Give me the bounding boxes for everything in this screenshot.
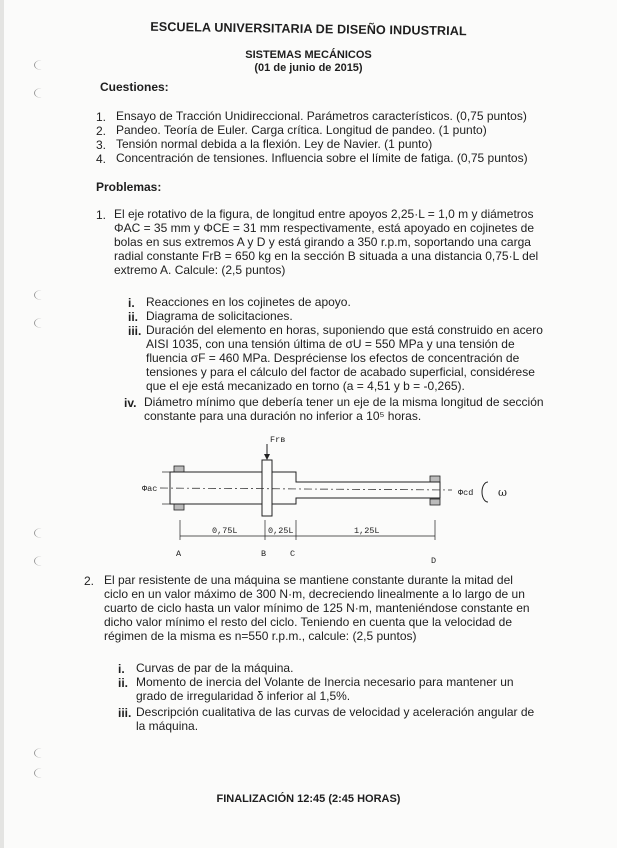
point-b-label: B: [261, 549, 267, 559]
point-d-label: D: [431, 556, 437, 566]
cuestion-text: Concentración de tensiones. Influencia sobre el límite de fatiga. (0,75 puntos): [116, 151, 528, 165]
page-edge: [0, 0, 4, 848]
sub-number: iii.: [128, 324, 142, 338]
sub-number: i.: [118, 662, 125, 676]
sub-line: constante para una duración no inferior a 10⁵ horas.: [144, 409, 422, 423]
center-line: [160, 488, 452, 490]
sub-line: la máquina.: [136, 719, 199, 733]
problem-line: El par resistente de una máquina se mantiene constante durante la mitad del: [104, 573, 513, 587]
problem-line: cuarto de ciclo hasta un valor mínimo de 125 N·m, manteniéndose constante en: [104, 601, 530, 615]
bearing-a-bottom: [174, 504, 184, 510]
cuestiones-heading: Cuestiones:: [100, 80, 169, 94]
sub-line: grado de irregularidad δ inferior al 1,5%.: [136, 689, 351, 703]
bearing-a-top: [174, 466, 184, 472]
problemas-heading: Problemas:: [96, 180, 162, 194]
sub-line: Curvas de par de la máquina.: [136, 661, 294, 675]
sub-line: Reacciones en los cojinetes de apoyo.: [146, 295, 351, 309]
dim-ab-label: 0,75L: [212, 526, 238, 536]
dim-bc-label: 0,25L: [268, 526, 294, 536]
school-title: ESCUELA UNIVERSITARIA DE DISEÑO INDUSTRIAL: [150, 19, 467, 39]
sub-line: Duración del elemento en horas, suponiendo que está construido en acero: [146, 323, 543, 337]
sub-number: ii.: [118, 676, 129, 690]
problem-number: 1.: [96, 208, 107, 222]
sub-number: i.: [128, 296, 135, 310]
rotation-arc: [482, 482, 488, 502]
sub-number: iv.: [124, 396, 137, 410]
cuestion-number: 2.: [96, 124, 107, 138]
cuestion-number: 1.: [96, 110, 107, 124]
problem-line: dicho valor mínimo el resto del ciclo. Teniendo en cuenta que la velocidad de: [104, 615, 513, 629]
phi-cd-label: Φcd: [458, 488, 474, 498]
sub-line: Descripción cualitativa de las curvas de velocidad y aceleración angular de: [136, 705, 535, 719]
cuestion-text: Ensayo de Tracción Unidireccional. Parámetros característicos. (0,75 puntos): [116, 109, 527, 123]
bearing-d-top: [430, 476, 440, 482]
cuestion-text: Pandeo. Teoría de Euler. Carga crítica. Longitud de pandeo. (1 punto): [116, 123, 487, 137]
cuestion-text: Tensión normal debida a la flexión. Ley de Navier. (1 punto): [116, 137, 433, 151]
force-label: Frв: [270, 436, 286, 445]
point-a-label: A: [176, 549, 182, 559]
phi-ac-label: Φac: [142, 484, 158, 494]
sub-line: tensiones y para el cálculo del factor de acabado superficial, considérese: [146, 365, 535, 379]
exam-footer: FINALIZACIÓN 12:45 (2:45 HORAS): [216, 793, 401, 805]
exam-date: (01 de junio de 2015): [254, 62, 363, 74]
sub-line: AISI 1035, con una tensión última de σU = 550 MPa y una tensión de: [146, 337, 515, 351]
sub-line: Diámetro mínimo que debería tener un eje de la misma longitud de sección: [144, 395, 544, 409]
problem-line: ΦAC = 35 mm y ΦCE = 31 mm respectivamente, está apoyado en cojinetes de: [114, 221, 535, 235]
point-c-label: C: [290, 549, 296, 559]
bearing-d-bottom: [430, 499, 440, 505]
problem-line: El eje rotativo de la figura, de longitud entre apoyos 2,25·L = 1,0 m y diámetros: [114, 207, 534, 221]
pulley-b: [262, 460, 272, 516]
sub-number: iii.: [118, 706, 132, 720]
cuestion-number: 3.: [96, 138, 107, 152]
shaft-diagram: [140, 436, 520, 571]
sub-line: fluencia σF = 460 MPa. Despréciense los efectos de concentración de: [146, 351, 520, 365]
problem-line: bolas en sus extremos A y D y está girando a 350 r.p.m, soportando una carga: [114, 235, 531, 249]
problem-line: ciclo en un valor máximo de 300 N·m, decreciendo linealmente a lo largo de un: [104, 587, 525, 601]
problem-line: régimen de la misma es n=550 r.p.m., calcule: (2,5 puntos): [104, 629, 417, 643]
sub-line: Diagrama de solicitaciones.: [146, 309, 293, 323]
problem-number: 2.: [84, 574, 95, 588]
dim-cd-label: 1,25L: [354, 526, 380, 536]
omega-label: ω: [498, 486, 507, 499]
problem-line: extremo A. Calcule: (2,5 puntos): [114, 263, 286, 277]
subject-title: SISTEMAS MECÁNICOS: [245, 49, 372, 61]
force-arrowhead: [264, 454, 270, 460]
sub-line: que el eje está mecanizado en torno (a = 4,51 y b = -0,265).: [146, 379, 465, 393]
sub-line: Momento de inercia del Volante de Inercia necesario para mantener un: [136, 675, 514, 689]
sub-number: ii.: [128, 310, 139, 324]
cuestion-number: 4.: [96, 152, 107, 166]
problem-line: radial constante FrB = 650 kg en la sección B situada a una distancia 0,75·L del: [114, 249, 539, 263]
